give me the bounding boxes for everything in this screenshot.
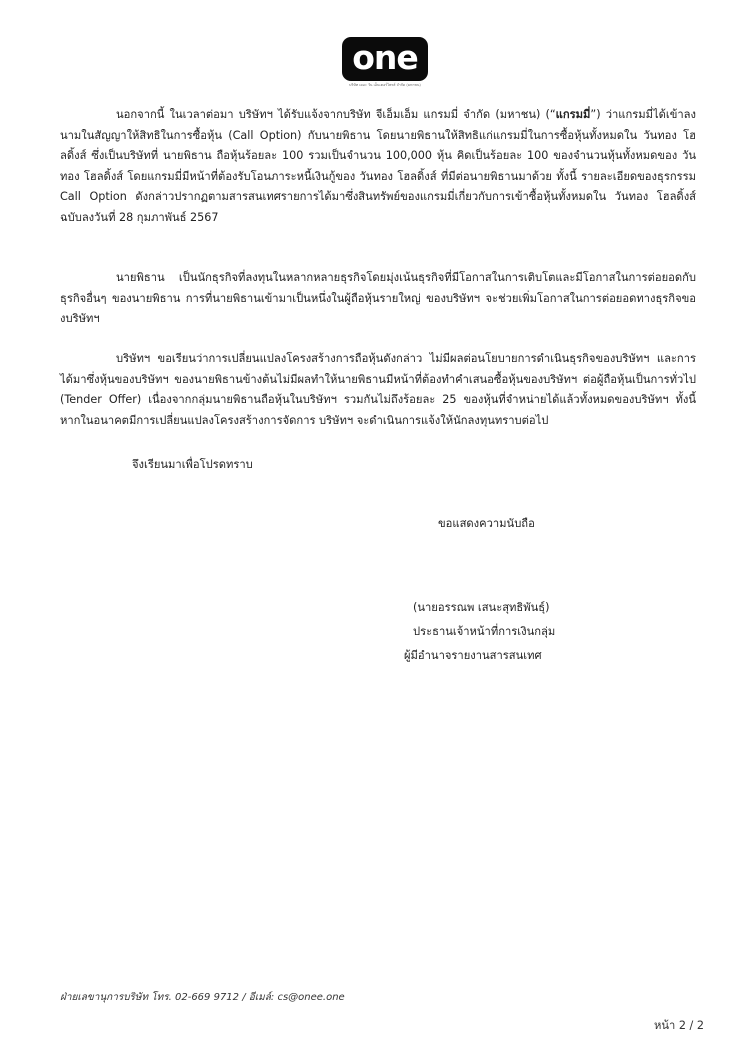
paragraph-shareholding: บริษัทฯ ขอเรียนว่าการเปลี่ยนแปลงโครงสร้างการถือหุ้นดังกล่าว ไม่มีผลต่อนโยบายการดำเนินธุรกิจของบริษัทฯ และการได้มาซึ่งหุ้นของบริษัทฯ ของนายพิธานข้างต้นไม่มีผลทำให้นายพิธานมีหน้าที่ต้องทำคำเสนอซื้อหุ้นของบริษัทฯ ต่อผู้ถือหุ้นเป็นการทั่วไป (Tender Offer) เนื่องจากกลุ่มนายพิธานถือหุ้นในบริษัทฯ รวมกันไม่ถึงร้อยละ 25 ของหุ้นที่จำหน่ายได้แล้วทั้งหมดของบริษัทฯ ทั้งนี้ หากในอนาคตมีการเปลี่ยนแปลงโครงสร้างการจัดการ บริษัทฯ จะดำเนินการแจ้งให้นักลงทุนทราบต่อไป bbox=[60, 352, 696, 427]
logo-badge bbox=[342, 37, 428, 81]
regards-line: ขอแสดงความนับถือ bbox=[438, 517, 535, 530]
signatory-name: (นายอรรณพ เสนะสุทธิพันธุ์) bbox=[413, 601, 550, 614]
signatory-role: ผู้มีอำนาจรายงานสารสนเทศ bbox=[404, 649, 542, 662]
footer-contact: ฝ่ายเลขานุการบริษัท โทร. 02-669 9712 / อีเมล์: cs@onee.one bbox=[60, 992, 345, 1003]
closing-line: จึงเรียนมาเพื่อโปรดทราบ bbox=[132, 458, 253, 471]
logo-text: one bbox=[352, 38, 418, 77]
signatory-title: ประธานเจ้าหน้าที่การเงินกลุ่ม bbox=[413, 625, 556, 638]
page-number: หน้า 2 / 2 bbox=[654, 1019, 704, 1032]
para1-text-start: นอกจากนี้ ในเวลาต่อมา บริษัทฯ ได้รับแจ้งจากบริษัท จีเอ็มเอ็ม แกรมมี่ จำกัด (มหาชน) (“ bbox=[116, 108, 556, 121]
paragraph-investor: นายพิธาน เป็นนักธุรกิจที่ลงทุนในหลากหลายธุรกิจโดยมุ่งเน้นธุรกิจที่มีโอกาสในการเติบโตและมีโอกาสในการต่อยอดกับธุรกิจอื่นๆ ของนายพิธาน การที่นายพิธานเข้ามาเป็นหนึ่งในผู้ถือหุ้นรายใหญ่ ของบริษัทฯ จะช่วยเพิ่มโอกาสในการต่อยอดทางธุรกิจของบริษัทฯ bbox=[60, 271, 696, 325]
paragraph-call-option bbox=[60, 105, 696, 228]
para1-text-end: ”) ว่าแกรมมี่ได้เข้าลงนามในสัญญาให้สิทธิในการซื้อหุ้น (Call Option) กับนายพิธาน โดยนายพิธานให้สิทธิแก่แกรมมี่ในการซื้อหุ้นทั้งหมดใน วันทอง โฮลดิ้งส์ ซึ่งเป็นบริษัทที่ นายพิธาน ถือหุ้นร้อยละ 100 รวมเป็นจำนวน 100,000 หุ้น คิดเป็นร้อยละ 100 ของจำนวนหุ้นทั้งหมดของ วันทอง โฮลดิ้งส์ โดยแกรมมี่มีหน้าที่ต้องรับโอนภาระหนี้เงินกู้ของ วันทอง โฮลดิ้งส์ ที่มีต่อนายพิธานมาด้วย ทั้งนี้ รายละเอียดของธุรกรรม Call Option ดังกล่าวปรากฏตามสารสนเทศรายการได้มาซึ่งสินทรัพย์ของแกรมมี่เกี่ยวกับการเข้าซื้อหุ้นทั้งหมดใน วันทอง โฮลดิ้งส์ ฉบับลงวันที่ 28 กุมภาพันธ์ 2567 bbox=[60, 108, 696, 224]
para1-bold-term: แกรมมี่ bbox=[555, 108, 591, 121]
logo-subtitle: บริษัท เดอะ วัน เอ็นเตอร์ไพรส์ จำกัด (มหาชน) bbox=[349, 83, 421, 87]
company-logo bbox=[339, 37, 431, 87]
